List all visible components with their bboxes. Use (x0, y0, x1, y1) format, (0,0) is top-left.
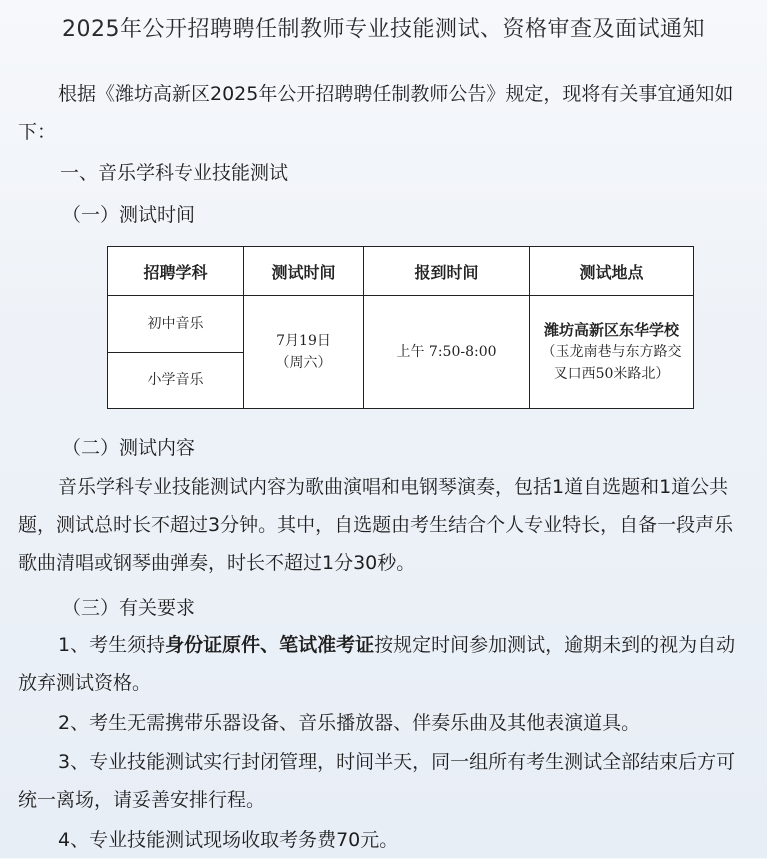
subject-cell: 小学音乐 (108, 352, 244, 409)
requirement-1-bold: 身份证原件、笔试准考证 (165, 634, 375, 656)
content-paragraph: 音乐学科专业技能测试内容为歌曲演唱和电钢琴演奏，包括1道自选题和1道公共题，测试总时长不超过3分钟。其中，自选题由考生结合个人专业特长，自备一段声乐歌曲清唱或钢琴曲弹奏，时长不超过1分30秒。 (18, 476, 734, 574)
requirement-1 (18, 626, 748, 702)
requirement-4: 4、专业技能测试现场收取考务费70元。 (58, 829, 399, 851)
header-checkin-time: 报到时间 (364, 247, 530, 296)
section-heading: 一、音乐学科专业技能测试 (60, 162, 289, 184)
table-row (108, 296, 694, 353)
subject-cell: 初中音乐 (108, 296, 244, 353)
intro-paragraph: 根据《潍坊高新区2025年公开招聘聘任制教师公告》规定，现将有关事宜通知如下： (18, 83, 734, 143)
subheading-requirements: （三）有关要求 (62, 597, 196, 619)
subheading-test-time: （一）测试时间 (62, 204, 196, 226)
requirement-1-pre: 1、考生须持 (58, 634, 166, 656)
requirement-1-post: 按规定时间参加测试，逾期未到的视为自动放弃测试资格。 (18, 634, 736, 694)
requirement-2: 2、考生无需携带乐器设备、音乐播放器、伴奏乐曲及其他表演道具。 (58, 712, 641, 734)
header-test-time: 测试时间 (244, 247, 364, 296)
schedule-table (107, 246, 694, 409)
location-cell (530, 296, 694, 409)
requirement-3: 3、专业技能测试实行封闭管理，时间半天，同一组所有考生测试全部结束后方可统一离场，请妥善安排行程。 (18, 751, 736, 811)
subheading-test-content: （二）测试内容 (62, 437, 196, 459)
test-date: 7月19日 (276, 333, 331, 349)
checkin-time-cell: 上午 7:50-8:00 (364, 296, 530, 409)
table-header-row (108, 247, 694, 296)
location-name: 潍坊高新区东华学校 (543, 321, 679, 339)
location-detail: （玉龙南巷与东方路交叉口西50米路北） (541, 344, 682, 382)
test-date-cell (244, 296, 364, 409)
test-weekday: （周六） (275, 355, 332, 371)
page-title: 2025年公开招聘聘任制教师专业技能测试、资格审查及面试通知 (62, 17, 705, 42)
header-location: 测试地点 (530, 247, 694, 296)
header-subject: 招聘学科 (108, 247, 244, 296)
